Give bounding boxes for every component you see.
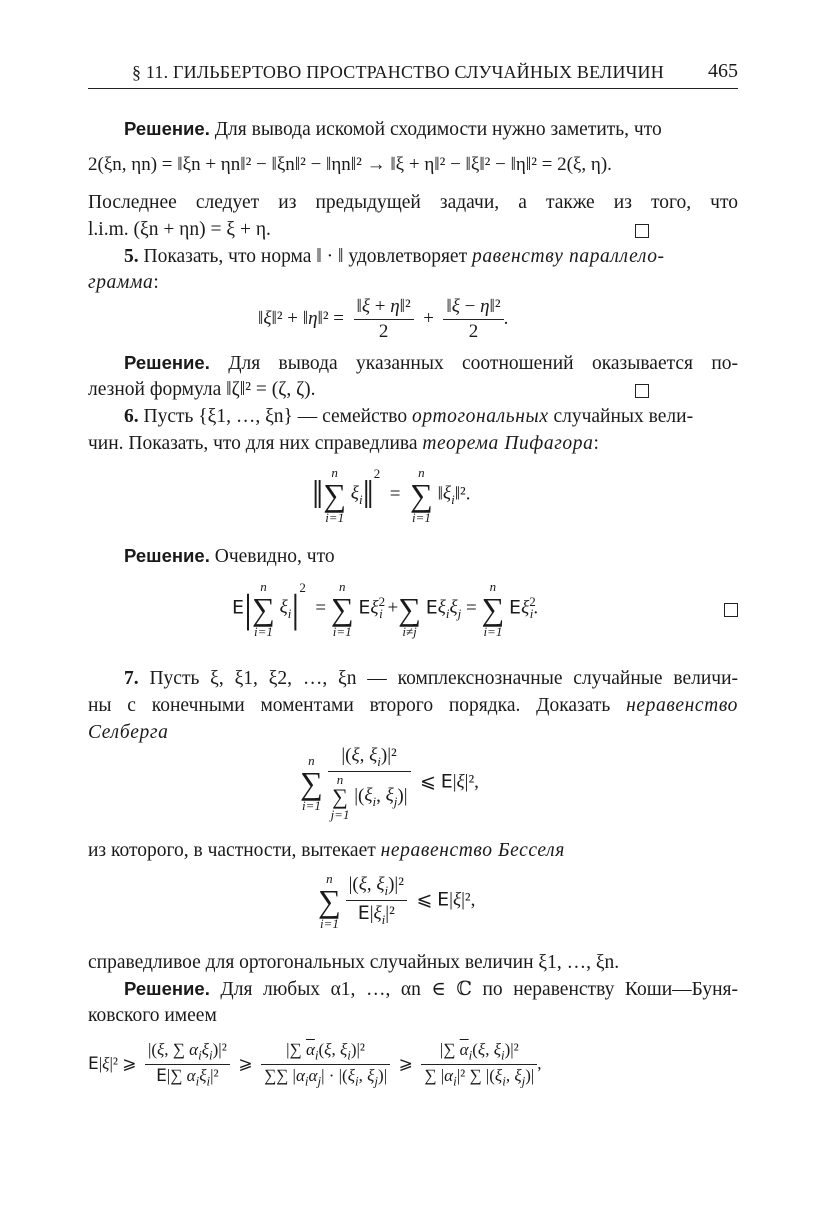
bessel-inequality: n ∑ i=1 $\frac{|(\xi, \xi_i)|^2}{E|\xi_i|^2}$ ⩽ E|ξ|², [318,871,476,931]
paragraph-line: Последнее следует из предыдущей задачи, а также из того, что [88,192,738,213]
term-italic: Селберга [88,722,169,743]
term-italic: неравенство [626,695,739,716]
qed-symbol [724,603,738,617]
solution-line [124,543,738,570]
problem-7-line [124,666,738,692]
term-italic: равенству параллело- [471,246,665,267]
problem-text: ны с конечными моментами второго порядка. Доказать [88,695,611,716]
paragraph-line: справедливое для ортогональных случайных величин ξ1, …, ξn. [88,952,620,973]
expectation-equation: E| n ∑ i=1 $\xi_i|^2$ = n ∑ i=1 $E\xi^2_i$ + ∑ i≠j $E\xi_i\xi_j$ = n ∑ i=1 $E\xi^2_i$. [232,579,539,639]
selberg-inequality: n ∑ i=1 |(ξ, $\xi_i)|^2$ n ∑ j=1 $|(\xi_i$, $\xi_j)|$ ⩽ E|ξ|², [300,745,479,822]
solution-label: Решение. [124,978,210,999]
solution-line [124,116,738,143]
punctuation: : [593,433,599,454]
running-header [88,58,738,89]
punctuation: : [153,272,159,293]
cauchy-bunyakovsky-chain: E|ξ|² ⩾ $\frac{|(\xi, \sum \alpha_i\xi_i)|^2}{E|\sum \alpha_i\xi_i|^2}$ ⩾ $\frac{|\sum \overline{\alpha}_i(\xi, \xi_i)|^2}{\sum\sum |\alpha_i\alpha_j| \cdot |(\xi_i, \xi_j)|}$ ⩾ $\frac{|\sum \overline{\alpha}_i(\xi, \xi_i)|^2}{\sum |\alpha_i|^2 \sum |(\xi_i, \xi_j)|}$ , [88,1040,542,1089]
problem-5-line [88,270,738,296]
problem-7-line [88,720,738,746]
problem-text: чин. Показать, что для них справедлива [88,433,418,454]
pythagoras-equation: ‖ n ∑ i=1 $\xi_i‖^2$ = n ∑ i=1 $‖\xi_i‖^2$. [312,465,471,525]
term-italic: грамма [88,272,154,293]
solution-line [124,350,738,377]
solution-label: Решение. [124,545,210,566]
qed-symbol [635,224,649,238]
solution-label: Решение. [124,118,210,139]
problem-number: 6. [124,406,139,427]
term-italic: неравенство Бесселя [380,840,565,861]
problem-number: 7. [124,668,139,689]
solution-text: Для вывода указанных соотношений оказывается по- [228,353,739,374]
parallelogram-equation: ‖ξ‖² + ‖η‖² = $\frac{\text{‖ξ + η‖²}}{2}$ + $\frac{\text{‖ξ − η‖²}}{2}$ . [258,296,509,342]
problem-text: Пусть ξ, ξ1, ξ2, …, ξn — комплекснозначные случайные величи- [149,668,739,689]
header-title: § 11. ГИЛЬБЕРТОВО ПРОСТРАНСТВО СЛУЧАЙНЫХ ВЕЛИЧИН [132,62,664,82]
solution-text: Очевидно, что [214,546,335,567]
page-number: 465 [708,60,738,82]
term-italic: теорема Пифагора [422,433,594,454]
term-italic: ортогональных [412,406,549,427]
problem-6-line [124,404,738,430]
problem-6-line [88,431,738,457]
problem-text: Показать, что норма ‖ · ‖ удовлетворяет [143,246,468,267]
solution-text: Для вывода искомой сходимости нужно заметить, что [214,119,662,140]
solution-line: ковского имеем [88,1005,217,1026]
problem-5-line [124,244,738,270]
limit-statement: l.i.m. (ξn + ηn) = ξ + η. [88,219,271,240]
problem-text: случайных вели- [553,406,694,427]
solution-line [88,377,738,403]
solution-line [124,976,738,1003]
qed-symbol [635,384,649,398]
paragraph-line [88,838,738,864]
solution-label: Решение. [124,352,210,373]
problem-number: 5. [124,246,139,267]
solution-text: Для любых α1, …, αn ∈ ℂ по неравенству Коши—Буня- [220,979,739,1000]
parallelogram-identity-formula: 2(ξn, ηn) = ‖ξn + ηn‖² − ‖ξn‖² − ‖ηn‖² → ‖ξ + η‖² − ‖ξ‖² − ‖η‖² = 2(ξ, η). [88,154,612,175]
problem-7-line [88,693,738,719]
problem-text: Пусть {ξ1, …, ξn} — семейство [143,406,408,427]
paragraph-line [88,217,738,243]
problem-text: из которого, в частности, вытекает [88,840,376,861]
solution-text: лезной формула ‖ζ‖² = (ζ, ζ). [88,379,316,400]
